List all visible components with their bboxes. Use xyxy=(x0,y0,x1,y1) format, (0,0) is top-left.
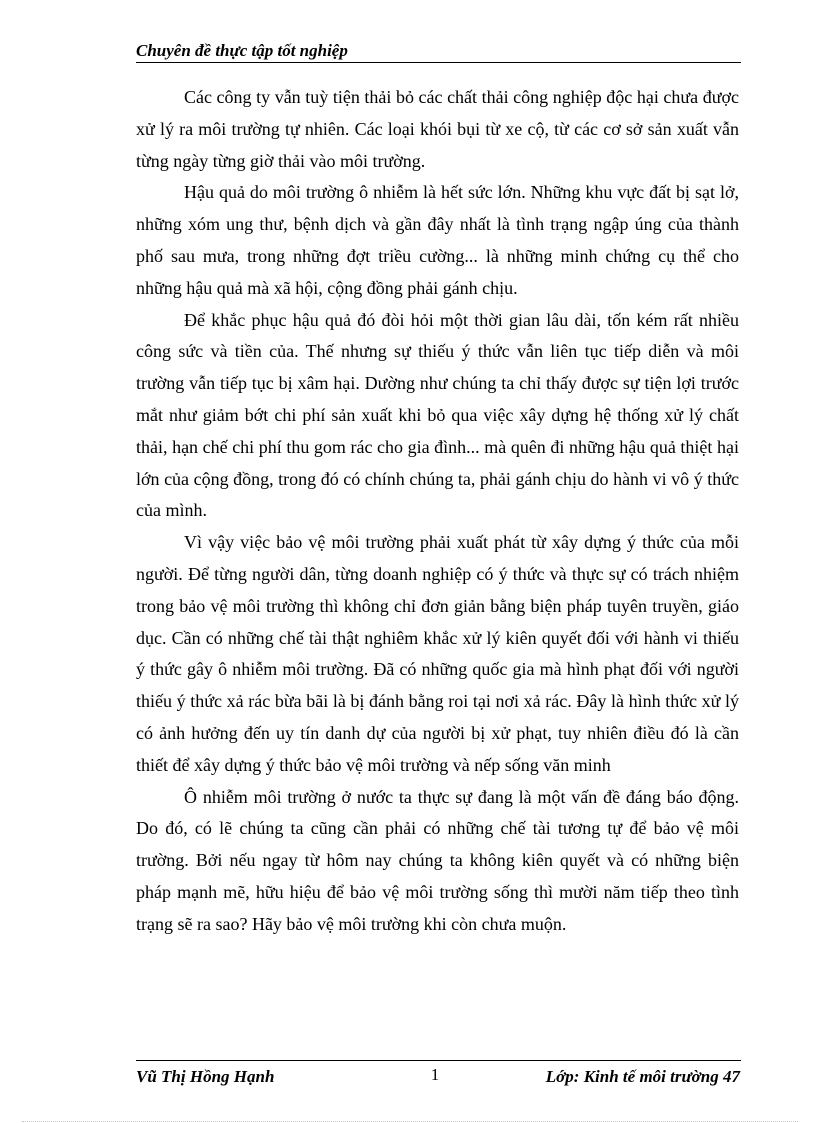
footer-class-label: Lớp: Kinh tế môi trường 47 xyxy=(545,1067,740,1086)
paragraph-2: Hậu quả do môi trường ô nhiễm là hết sức lớn. Những khu vực đất bị sạt lở, những xóm ung thư, bệnh dịch và gần đây nhất là tình trạng ngập úng của thành phố sau mưa, trong những đợt triều cường... là những minh chứng cụ thể cho những hậu quả mà xã hội, cộng đồng phải gánh chịu. xyxy=(136,182,739,298)
footer-divider xyxy=(136,1060,741,1061)
paragraph-5: Ô nhiễm môi trường ở nước ta thực sự đang là một vấn đề đáng báo động. Do đó, có lẽ chúng ta cũng cần phải có những chế tài tương tự để bảo vệ môi trường. Bởi nếu ngay từ hôm nay chúng ta không kiên quyết và có những biện pháp mạnh mẽ, hữu hiệu để bảo vệ môi trường sống thì mười năm tiếp theo tình trạng sẽ ra sao? Hãy bảo vệ môi trường khi còn chưa muộn. xyxy=(136,786,739,934)
paragraph-3: Để khắc phục hậu quả đó đòi hỏi một thời gian lâu dài, tốn kém rất nhiều công sức và tiền của. Thế nhưng sự thiếu ý thức vẫn liên tục tiếp diễn và môi trường vẫn tiếp tục bị xâm hại. Dường như chúng ta chỉ thấy được sự tiện lợi trước mắt như giảm bớt chi phí sản xuất khi bỏ qua việc xây dựng hệ thống xử lý chất thải, hạn chế chi phí thu gom rác cho gia đình... mà quên đi những hậu quả thiệt hại lớn của cộng đồng, trong đó có chính chúng ta, phải gánh chịu do hành vi vô ý thức của mình. xyxy=(136,309,739,521)
page-bottom-edge xyxy=(22,1121,798,1122)
header-divider xyxy=(136,62,741,63)
page-header-title: Chuyên đề thực tập tốt nghiệp xyxy=(136,41,348,60)
paragraph-1: Các công ty vẫn tuỳ tiện thải bỏ các chất thải công nghiệp độc hại chưa được xử lý ra môi trường tự nhiên. Các loại khói bụi từ xe cộ, từ các cơ sở sản xuất vẫn từng ngày từng giờ thải vào môi trường. xyxy=(136,87,739,171)
footer-author: Vũ Thị Hồng Hạnh xyxy=(136,1067,275,1086)
document-body xyxy=(136,82,739,941)
paragraph-4: Vì vậy việc bảo vệ môi trường phải xuất phát từ xây dựng ý thức của mỗi người. Để từng người dân, từng doanh nghiệp có ý thức và thực sự có trách nhiệm trong bảo vệ môi trường thì không chỉ đơn giản bằng biện pháp tuyên truyền, giáo dục. Cần có những chế tài thật nghiêm khắc xử lý kiên quyết đối với hành vi thiếu ý thức gây ô nhiễm môi trường. Đã có những quốc gia mà hình phạt đối với người thiếu ý thức xả rác bừa bãi là bị đánh bằng roi tại nơi xả rác. Đây là hình thức xử lý có ảnh hưởng đến uy tín danh dự của người bị xử phạt, tuy nhiên điều đó là cần thiết để xây dựng ý thức bảo vệ môi trường và nếp sống văn minh xyxy=(136,532,739,775)
page-number: 1 xyxy=(430,1065,440,1084)
